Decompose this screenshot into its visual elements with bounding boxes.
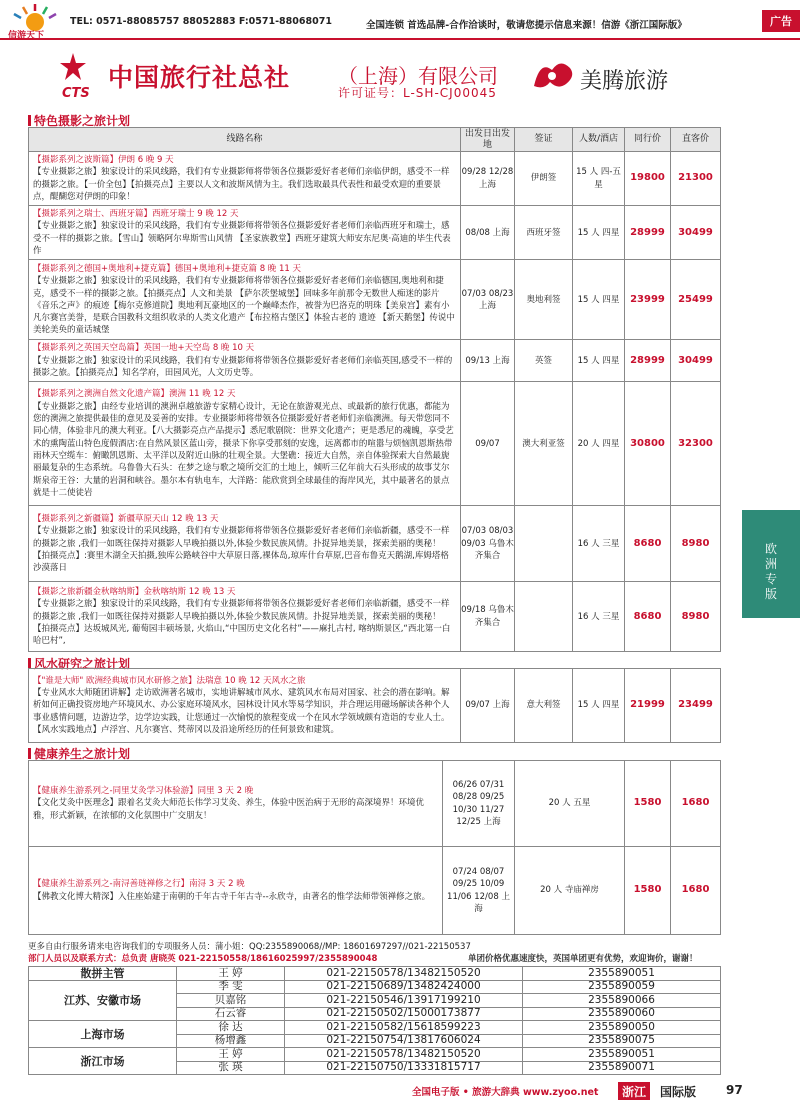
people-cell: 20 人 五星	[515, 761, 625, 847]
route-desc: 【专业摄影之旅】独家设计的采风线路，我们有专业摄影师将带领各位摄影爱好者老师们亲临德国,奥地利和捷克，感受不一样的摄影之旅。【拍摄亮点】人文和美景 【萨尔茨堡城堡】回味多年前那令无数世人痴迷的影片《音乐之声》的痕迹【梅尔克修道院】奥地利瓦豪地区的一个巅峰杰作，被誉为巴洛克的明珠【美泉宫】素有小凡尔赛宫美誉，是联合国教科文组织收录的人类文化遗产【布拉格古堡区】体验古老的 遗迹 【新天鹅堡】传说中美轮美奂的童话城堡	[33, 276, 455, 336]
date-cell: 09/07 上海	[461, 669, 515, 743]
route-title: 【摄影系列之新疆篇】新疆草原天山 12 晚 13 天	[33, 514, 219, 525]
footer-site: 全国电子版 • 旅游大辞典 www.zyoo.net	[412, 1087, 599, 1098]
contact-block	[28, 940, 728, 964]
table-row	[29, 340, 721, 382]
route-cell	[29, 340, 461, 382]
direct-price: 30499	[671, 340, 721, 382]
side-tab-europe	[742, 510, 800, 618]
staff-row	[29, 1048, 721, 1062]
section-fengshui-title: 风水研究之旅计划	[28, 655, 130, 672]
route-desc: 【专业摄影之旅】独家设计的采风线路，我们有专业摄影师将带领各位摄影爱好者老师们亲临英国,感受不一样的摄影之旅。【拍摄亮点】知名学府，田园风光，人文历史等。	[33, 355, 453, 378]
staff-phone: 021-22150578/13482150520	[285, 967, 523, 981]
header-people: 人数/酒店	[573, 128, 625, 152]
route-title: 【摄影系列之德国+奥地利+捷克篇】德国+奥地利+捷克篇 8 晚 11 天	[33, 263, 302, 274]
staff-name: 季 雯	[177, 980, 285, 994]
staff-qq: 2355890075	[523, 1034, 721, 1048]
date-cell: 09/18 乌鲁木齐集合	[461, 582, 515, 652]
staff-qq: 2355890071	[523, 1061, 721, 1075]
people-cell: 20 人 寺庙禅房	[515, 847, 625, 935]
visa-cell: 意大利签	[515, 669, 573, 743]
staff-name: 张 瑛	[177, 1061, 285, 1075]
section-health-title: 健康养生之旅计划	[28, 745, 130, 762]
staff-row	[29, 980, 721, 994]
direct-price: 8980	[671, 506, 721, 582]
peer-price: 21999	[625, 669, 671, 743]
table-row	[29, 506, 721, 582]
direct-price: 30499	[671, 206, 721, 260]
company-name: 中国旅行社总社	[108, 63, 291, 92]
license-number: 许可证号：L-SH-CJ00045	[338, 86, 497, 100]
peer-price: 8680	[625, 506, 671, 582]
route-desc: 【文化艾灸中医理念】跟着名艾灸大师范长伟学习艾灸、养生，体验中医治病于无形的高深境界！环境优雅，形式新颖，在浓郁的文化氛围中广交朋友！	[33, 798, 425, 821]
staff-row	[29, 967, 721, 981]
contact-line: 更多自由行服务请来电咨询我们的专项服务人员：蒲小姐：QQ:2355890068//MP: 18601697297//021-22150537	[28, 942, 471, 952]
peer-price: 1580	[625, 847, 671, 935]
peer-price: 19800	[625, 152, 671, 206]
tel-fax: TEL: 0571-88085757 88052883 F:0571-88068071	[70, 16, 332, 27]
table-row	[29, 582, 721, 652]
staff-name: 徐 达	[177, 1021, 285, 1035]
staff-qq: 2355890051	[523, 1048, 721, 1062]
route-cell	[29, 761, 443, 847]
people-cell: 20 人 四星	[573, 382, 625, 506]
route-cell	[29, 382, 461, 506]
staff-phone: 021-22150750/13331815717	[285, 1061, 523, 1075]
people-cell: 15 人 四星	[573, 206, 625, 260]
visa-cell: 奥地利签	[515, 260, 573, 340]
footer-edition: 国际版	[660, 1085, 697, 1099]
direct-price: 21300	[671, 152, 721, 206]
date-cell: 09/13 上海	[461, 340, 515, 382]
route-desc: 【佛教文化博大精深】入住座始建于南朝的千年古寺千年古寺--永欣寺，由著名的惟学法师带领禅修之旅。	[33, 891, 431, 902]
visa-cell: 伊朗签	[515, 152, 573, 206]
date-cell: 07/03 08/03 09/03 乌鲁木齐集合	[461, 506, 515, 582]
cts-star-icon	[60, 52, 86, 82]
staff-phone: 021-22150578/13482150520	[285, 1048, 523, 1062]
date-cell: 09/28 12/28 上海	[461, 152, 515, 206]
route-cell	[29, 206, 461, 260]
route-cell	[29, 152, 461, 206]
slogan: 全国连锁 首选品牌-合作洽谈时，敬请您提示信息来源！信游《浙江国际版》	[366, 20, 687, 31]
page-number: 97	[726, 1083, 743, 1097]
fengshui-tour-table	[28, 668, 721, 743]
route-desc: 【专业摄影之旅】独家设计的采风线路，我们有专业摄影师将带领各位摄影爱好者老师们亲临新疆，感受不一样的摄影之旅 ,我们一如既往保持对摄影人早晚拍摄以外,体验少数民族风情。扑捉异地美景，探索美丽的奥秘！【拍摄亮点】达坂城风光, 葡萄园丰硕场景, 火焰山,“中国历史文化名村”——麻扎古村, 喀纳斯景区,“西北第一白哈巴村”,	[33, 599, 451, 647]
route-title: 【摄影系列之英国天空岛篇】英国一地+天空岛 8 晚 10 天	[33, 343, 255, 354]
section-photo-title: 特色摄影之旅计划	[28, 112, 130, 129]
direct-price: 1680	[671, 847, 721, 935]
direct-price: 8980	[671, 582, 721, 652]
staff-qq: 2355890059	[523, 980, 721, 994]
table-row	[29, 152, 721, 206]
photo-tour-table	[28, 127, 721, 652]
visa-cell: 澳大利亚签	[515, 382, 573, 506]
people-cell: 15 人 四星	[573, 669, 625, 743]
visa-cell	[515, 582, 573, 652]
side-tab-label: 欧洲专版	[764, 542, 777, 601]
staff-phone: 021-22150754/13817606024	[285, 1034, 523, 1048]
table-header-row	[29, 128, 721, 152]
route-cell	[29, 260, 461, 340]
market-cell: 散拼主管	[29, 967, 177, 981]
route-title: 【摄影系列之澳洲自然文化遗产篇】澳洲 11 晚 12 天	[33, 389, 236, 400]
logo-text: 信游天下	[8, 31, 45, 41]
people-cell: 15 人 四星	[573, 340, 625, 382]
peer-price: 8680	[625, 582, 671, 652]
peer-price: 1580	[625, 761, 671, 847]
route-title: 【摄影之旅新疆金秋喀纳斯】金秋喀纳斯 12 晚 13 天	[33, 587, 236, 598]
staff-phone: 021-22150689/13482424000	[285, 980, 523, 994]
company-branch: （上海）有限公司	[338, 64, 498, 88]
header-visa: 签证	[515, 128, 573, 152]
direct-price: 23499	[671, 669, 721, 743]
direct-price: 32300	[671, 382, 721, 506]
route-desc: 【专业摄影之旅】独家设计的采风线路，我们有专业摄影师将带领各位摄影爱好者老师们亲临新疆，感受不一样的摄影之旅 ,我们一如既往保持对摄影人早晚拍摄以外,体验少数民族风情。扑捉异地美景，探索美丽的奥秘！【拍摄亮点】:赛里木湖全天拍摄,独库公路峡谷中大草原日落,裸体岛,琼库什台草原,巴音布鲁克天鹅湖,库姆塔格沙漠落日	[33, 526, 450, 574]
route-desc: 【专业摄影之旅】由经专业培训的澳洲卓越旅游专家精心设计，无论在旅游观光点、或最新的旅行优惠，都能为您的澳洲之旅提供最佳的意见及妥善的安排。专业摄影师将带领各位摄影爱好者老师们亲临澳洲。每天带您同不同心情，体验非凡的澳大利亚。【八大摄影亮点产品提示】悉尼歌剧院：世界文化遗产；更是悉尼的魂魄，享受艺术的熏陶蓝山特色度假酒店:在自然风景区蓝山旁，摄录下你享受那刻的安逸，远离都市的喧嚣与烦恼凯恩斯热带雨林天空缆车：俯瞰凯恩斯、太平洋以及附近山脉的壮观全景。大堡礁：接近大自然，亲自体验探索大自然最旎丽最复杂的生态系统。乌鲁鲁大石头：在梦之途与歌之境所交汇的土地上，倾听三亿年前大石头形成的故事艾尔斯泉帝王谷：大量的岩洞和峡谷。墨尔本有轨电车，大洋路：能欣赏到全球最佳的海岸风光，其中最著名的景点就是十二使徒岩	[33, 401, 454, 498]
table-row	[29, 669, 721, 743]
table-row	[29, 206, 721, 260]
staff-name: 王 婷	[177, 1048, 285, 1062]
visa-cell: 西班牙签	[515, 206, 573, 260]
direct-price: 1680	[671, 761, 721, 847]
visa-cell: 英签	[515, 340, 573, 382]
header-peer-price: 同行价	[625, 128, 671, 152]
staff-qq: 2355890050	[523, 1021, 721, 1035]
date-cell: 08/08 上海	[461, 206, 515, 260]
route-title: 【健康养生游系列之-同里艾灸学习体验游】同里 3 天 2 晚	[33, 786, 254, 797]
route-desc: 【专业摄影之旅】独家设计的采风线路，我们有专业摄影师将带领各位摄影爱好者老师们亲临西班牙和瑞士，感受不一样的摄影之旅。【雪山】领略阿尔卑斯雪山风情 【圣家族教堂】西班牙建筑大师安东尼奥·高迪的毕生代表作	[33, 221, 451, 257]
route-title: 【摄影系列之瑞士、西班牙篇】西班牙瑞士 9 晚 12 天	[33, 209, 239, 220]
partner-name: 美腾旅游	[580, 69, 669, 94]
people-cell: 15 人 四星	[573, 260, 625, 340]
staff-name: 杨增鑫	[177, 1034, 285, 1048]
peer-price: 28999	[625, 340, 671, 382]
route-cell	[29, 506, 461, 582]
staff-qq: 2355890066	[523, 994, 721, 1008]
staff-phone: 021-22150582/15618599223	[285, 1021, 523, 1035]
meiteng-logo-icon	[530, 56, 578, 94]
ad-tag: 广告	[762, 10, 800, 32]
visa-cell	[515, 506, 573, 582]
people-cell: 16 人 三星	[573, 506, 625, 582]
header-route: 线路名称	[29, 128, 461, 152]
contact-note: 单团价格优惠速度快，英国单团更有优势，欢迎询价，谢谢！	[468, 954, 698, 964]
route-cell	[29, 847, 443, 935]
footer	[400, 1082, 800, 1100]
staff-phone: 021-22150502/15000173877	[285, 1007, 523, 1021]
table-row	[29, 260, 721, 340]
staff-row	[29, 1021, 721, 1035]
staff-qq: 2355890060	[523, 1007, 721, 1021]
contact-manager: 部门人员以及联系方式：总负责 唐晓英 021-22150558/18616025997/2355890048	[28, 954, 378, 964]
route-title: 【摄影系列之波斯篇】伊朗 6 晚 9 天	[33, 155, 174, 165]
health-tour-table	[28, 760, 721, 935]
staff-qq: 2355890051	[523, 967, 721, 981]
cts-label: CTS	[62, 86, 90, 101]
peer-price: 28999	[625, 206, 671, 260]
table-row	[29, 761, 721, 847]
staff-name: 石云睿	[177, 1007, 285, 1021]
staff-contact-table	[28, 966, 721, 1075]
date-cell: 06/26 07/31 08/28 09/25 10/30 11/27 12/25 上海	[443, 761, 515, 847]
header-date: 出发日出发地	[461, 128, 515, 152]
route-cell	[29, 669, 461, 743]
peer-price: 23999	[625, 260, 671, 340]
route-cell	[29, 582, 461, 652]
route-title: 【健康养生游系列之-南浔善琏禅修之行】南浔 3 天 2 晚	[33, 879, 245, 890]
route-desc: 【专业摄影之旅】独家设计的采风线路，我们有专业摄影师将带领各位摄影爱好者老师们亲临伊朗，感受不一样的摄影之旅。【一价全包】【拍摄亮点】主要以人文和波斯风情为主。我们选取最具代表性和最受欢迎的重要景点，醍醐您对伊朗的印象！	[33, 167, 450, 202]
date-cell: 07/24 08/07 09/25 10/09 11/06 12/08 上海	[443, 847, 515, 935]
people-cell: 15 人 四-五星	[573, 152, 625, 206]
staff-phone: 021-22150546/13917199210	[285, 994, 523, 1008]
date-cell: 07/03 08/23 上海	[461, 260, 515, 340]
market-cell: 上海市场	[29, 1021, 177, 1048]
peer-price: 30800	[625, 382, 671, 506]
date-cell: 09/07	[461, 382, 515, 506]
staff-name: 贝嘉铭	[177, 994, 285, 1008]
table-row	[29, 382, 721, 506]
table-row	[29, 847, 721, 935]
market-cell: 江苏、安徽市场	[29, 980, 177, 1021]
header-direct-price: 直客价	[671, 128, 721, 152]
market-cell: 浙江市场	[29, 1048, 177, 1075]
route-title: 【"谁是大师" 欧洲经典城市风水研修之旅】法瑞意 10 晚 12 天风水之旅	[33, 675, 306, 686]
staff-name: 王 婷	[177, 967, 285, 981]
route-desc: 【专业风水大师随团讲解】走访欧洲著名城市，实地讲解城市风水、建筑风水布局对国家、社会的潜在影响。解析如何正确投资房地产环境风水、办公家庭环境风水，园林设计风水等易学知识，并合理运用磁场解读各种个人事业感情问题，边游边学，边学边实践，让您通过一次愉悦的旅程变成一个在风水学领域颇有造诣的专业人士。【风水实践地点】卢浮宫、凡尔赛宫、梵蒂冈以及沿途所经历的任何景致和建筑。	[33, 688, 450, 735]
top-bar	[0, 0, 800, 40]
people-cell: 16 人 三星	[573, 582, 625, 652]
footer-region: 浙江	[618, 1082, 650, 1100]
direct-price: 25499	[671, 260, 721, 340]
